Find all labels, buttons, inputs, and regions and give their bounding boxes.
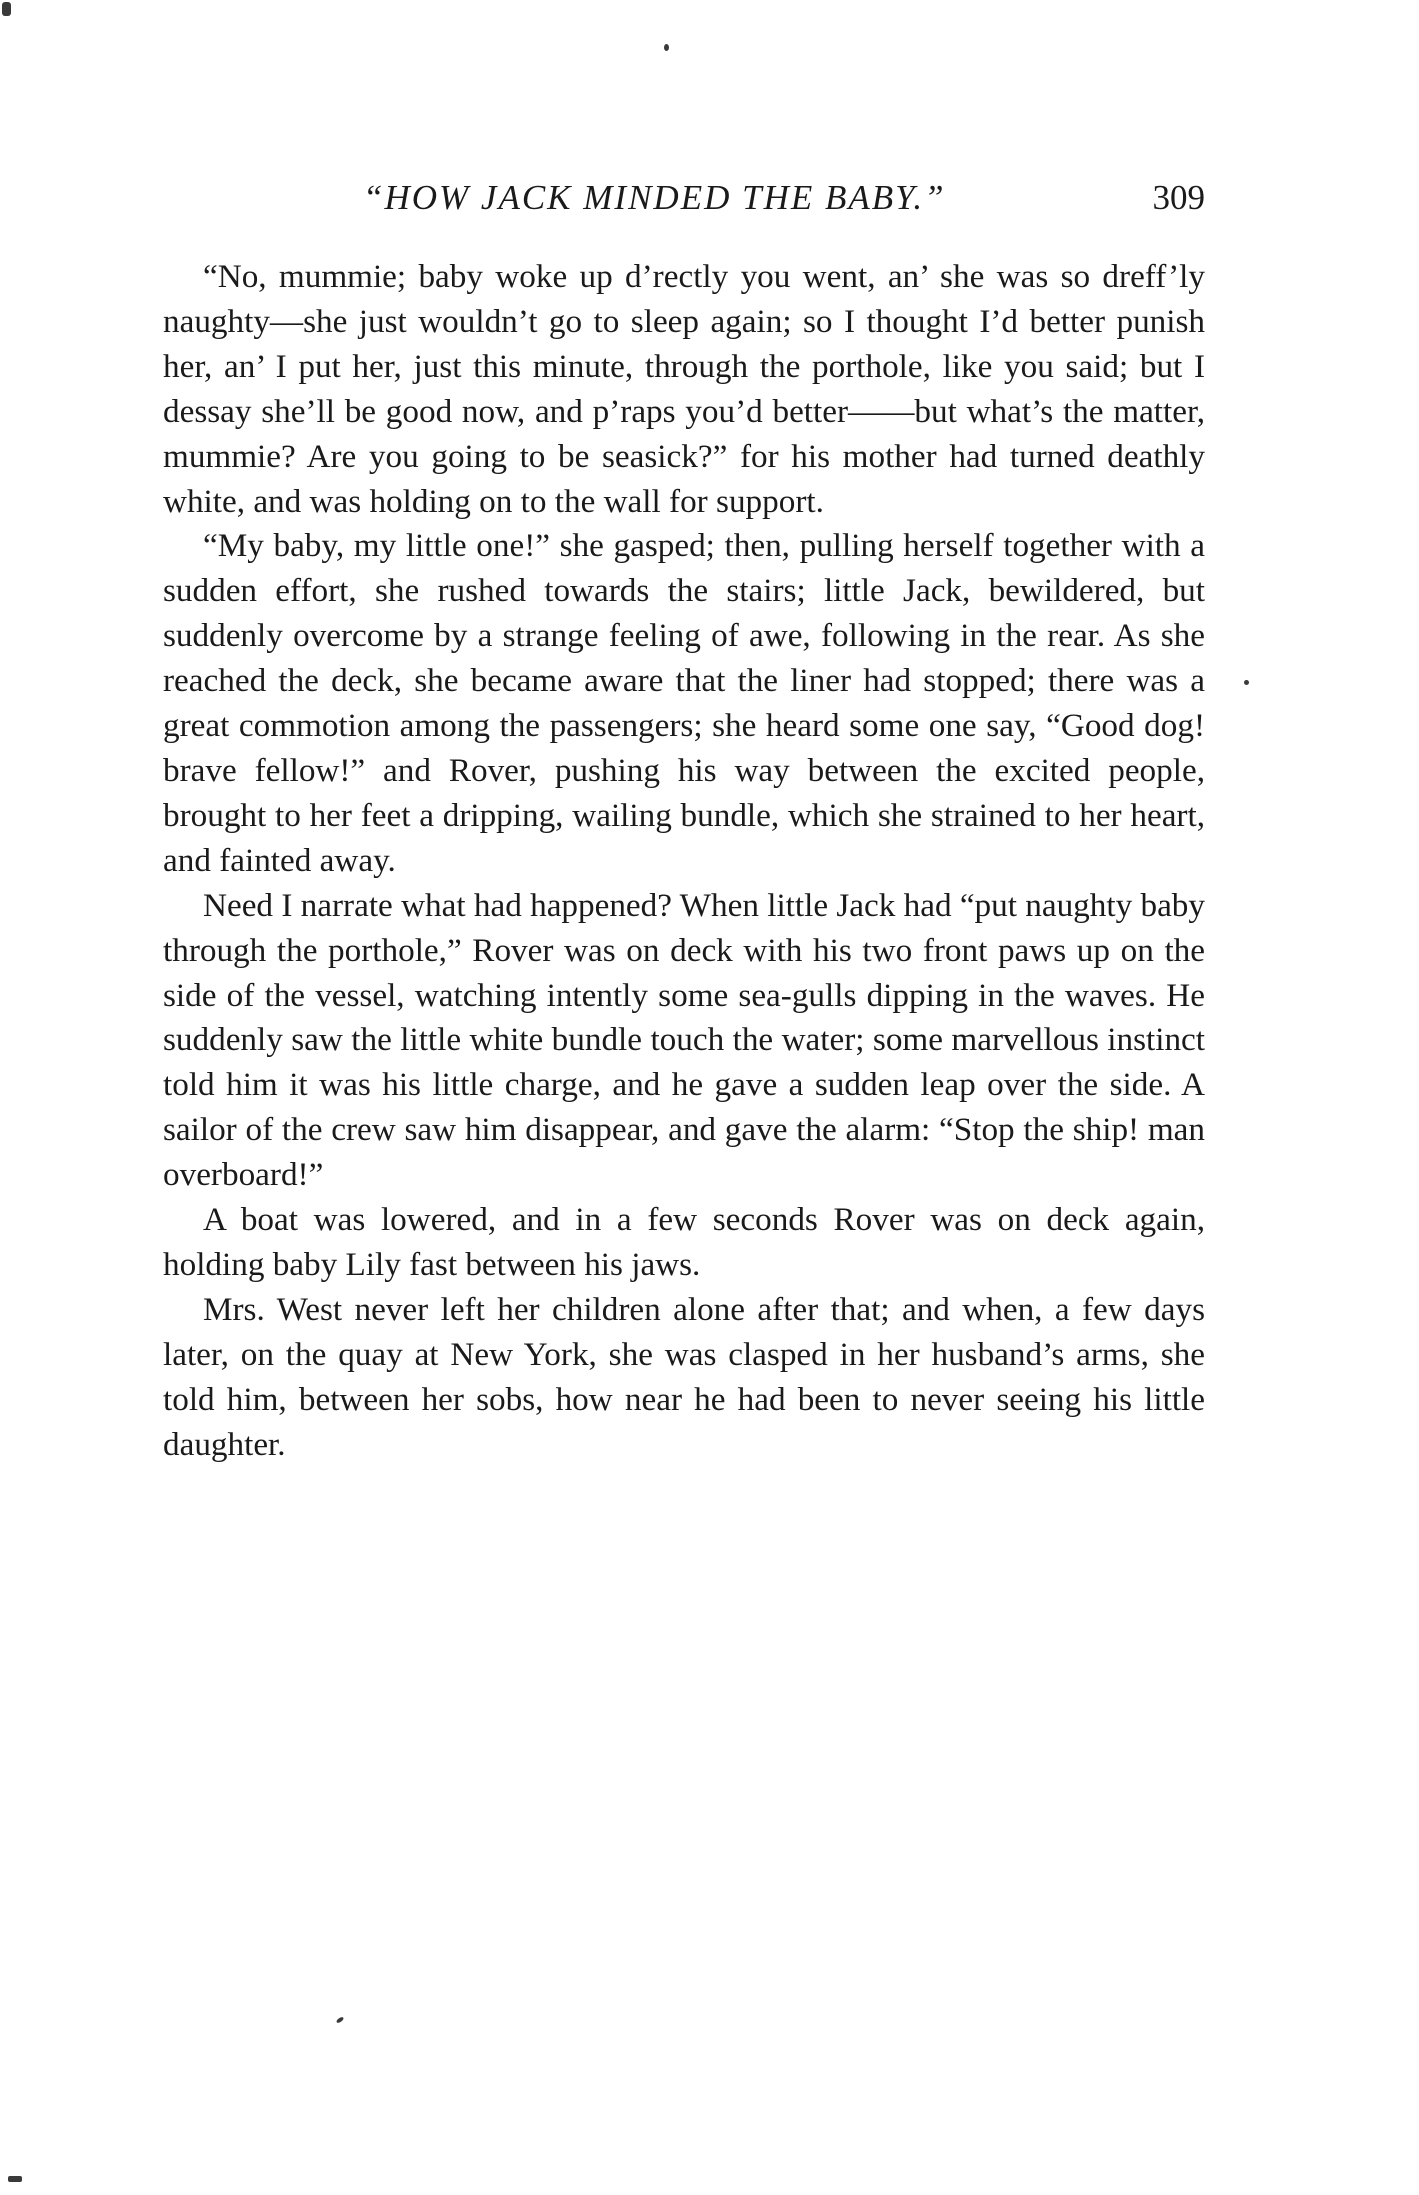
- paragraph-4: A boat was lowered, and in a few seconds Rover was on deck again, holding baby Lily fast between his jaws.: [163, 1201, 1205, 1283]
- scan-speck-top: [664, 44, 669, 51]
- scan-speck-bottom-left: [8, 2176, 22, 2182]
- page-number: 309: [1152, 178, 1205, 217]
- body-text: [163, 255, 1205, 1467]
- paragraph-5: Mrs. West never left her children alone after that; and when, a few days later, on the quay at New York, she was clasped in her husband’s arms, she told him, between her sobs, how near he had been to never seeing his little daughter.: [163, 1290, 1205, 1463]
- running-header: [163, 178, 1205, 228]
- paragraph-3: Need I narrate what had happened? When little Jack had “put naughty baby through the porthole,” Rover was on deck with his two front paws up on the side of the vessel, watching intently some sea-gulls dipping in the waves. He suddenly saw the little white bundle touch the water; some marvellous instinct told him it was his little charge, and he gave a sudden leap over the side. A sailor of the crew saw him disappear, and gave the alarm: “Stop the ship! man overboard!”: [163, 886, 1205, 1194]
- paragraph-1: “No, mummie; baby woke up d’rectly you went, an’ she was so dreff’ly naughty—she just wouldn’t go to sleep again; so I thought I’d better punish her, an’ I put her, just this minute, through the porthole, like you said; but I dessay she’ll be good now, and p’raps you’d better——but what’s the matter, mummie? Are you going to be seasick?” for his mother had turned deathly white, and was holding on to the wall for support.: [163, 258, 1205, 520]
- scan-speck-right: [1244, 680, 1249, 685]
- scan-speck-bottom: [336, 2016, 345, 2024]
- scan-speck-top-left: [2, 2, 11, 16]
- paragraph-2: “My baby, my little one!” she gasped; then, pulling herself together with a sudden effort, she rushed towards the stairs; little Jack, bewildered, but suddenly overcome by a strange feeling of awe, following in the rear. As she reached the deck, she became aware that the liner had stopped; there was a great commotion among the passengers; she heard some one say, “Good dog! brave fellow!” and Rover, pushing his way between the excited people, brought to her feet a dripping, wailing bundle, which she strained to her heart, and fainted away.: [163, 527, 1205, 879]
- running-title: “HOW JACK MINDED THE BABY.”: [363, 178, 946, 217]
